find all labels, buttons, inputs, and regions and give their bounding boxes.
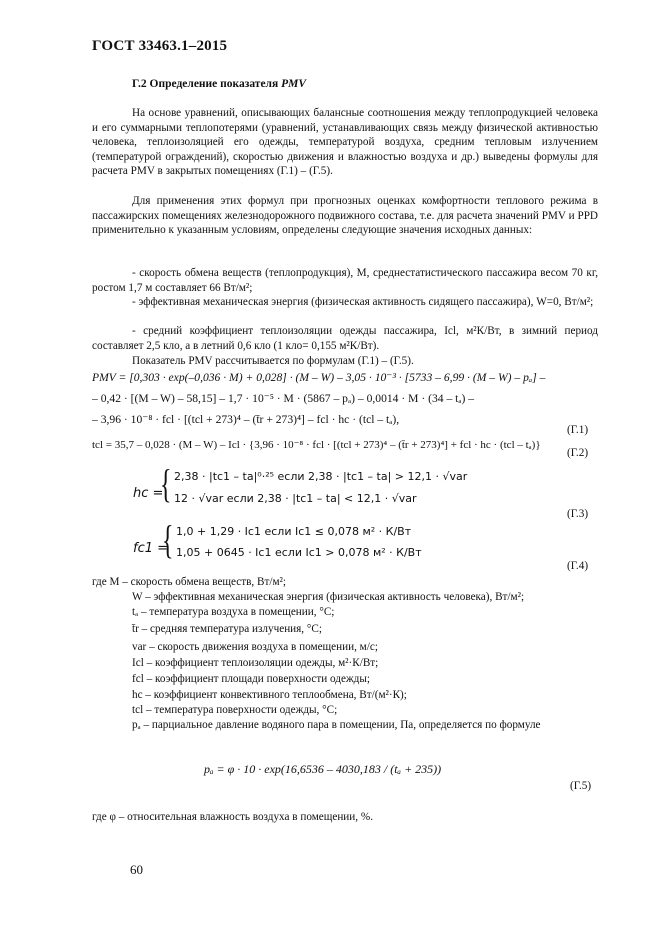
paragraph-application: Для применения этих формул при прогнозных оценках комфортности теплового режима в пассажирских помещениях железнодорожного подвижного состава, т.е. для расчета значений PMV и PPD применительно к указанным условиям, определены следующие значения исходных данных: [92,195,598,237]
equation-hc-case2: 12 · √var если 2,38 · |tc1 – ta| < 12,1 · √var [174,492,417,505]
where-clothing-surface-temp: tcl – температура поверхности одежды, °С; [132,704,338,716]
equation-fcl-label: fc1 = [133,541,169,556]
where-convective: hc – коэффициент конвективного теплообмена, Вт/(м²·К); [132,689,407,701]
equation-number-g4: (Г.4) [567,560,589,572]
page-number: 60 [130,862,143,877]
list-item-clothing: - средний коэффициент теплоизоляции одежды пассажира, Icl, м²К/Вт, в зимний период составляет 2,5 кло, а в летний 0,6 кло (1 кло= 0,155 м²К/Вт). [92,325,598,352]
where-humidity: где φ – относительная влажность воздуха в помещении, %. [92,811,373,823]
list-item-metabolic: - скорость обмена веществ (теплопродукция), M, среднестатистического пассажира весом 70 кг, ростом 1,7 м составляет 66 Вт/м²; [92,267,598,294]
where-clothing-insulation: Icl – коэффициент теплоизоляции одежды, м²·К/Вт; [132,657,379,669]
where-metabolic: где M – скорость обмена веществ, Вт/м²; [92,576,287,588]
list-item-mechanical: - эффективная механическая энергия (физическая активность сидящего пассажира), W=0, Вт/м²; [132,296,594,308]
where-clothing-area: fcl – коэффициент площади поверхности одежды; [132,673,370,685]
where-air-velocity: var – скорость движения воздуха в помещении, м/с; [132,641,378,653]
section-title: Г.2 Определение показателя PMV [132,78,307,90]
paragraph-intro: На основе уравнений, описывающих балансные соотношения между теплопродукцией человека и его суммарными теплопотерями (уравнений, устанавливающих связь между физической активностью человека, теплоизоляцией его одежды, температурой воздуха, средним тепловым излучением (температурой ограждений), скоростью движения и влажностью воздуха и др.) выведены формулы для расчета PMV в закрытых помещениях (Г.1) – (Г.5). [92,107,598,178]
equation-number-g5: (Г.5) [570,780,592,792]
equation-pmv-line3: – 3,96 · 10⁻⁸ · fcl · [(tcl + 273)⁴ – (t̄r + 273)⁴] – fcl · hc · (tcl – tₐ), [92,413,400,426]
equation-number-g3: (Г.3) [567,508,589,520]
equation-tcl: tcl = 35,7 – 0,028 · (M – W) – Icl · {3,96 · 10⁻⁸ · fcl · [(tcl + 273)⁴ – (t̄r + 273)⁴] + fcl · hc · (tcl – tₐ)} [92,439,541,451]
brace-fcl: { [162,517,174,562]
equation-pmv-line2: – 0,42 · [(M – W) – 58,15] – 1,7 · 10⁻⁵ · M · (5867 – pₐ) – 0,0014 · M · (34 – tₐ) – [92,392,475,405]
brace-hc: { [160,461,172,506]
equation-number-g2: (Г.2) [567,447,589,459]
equation-pa: pₐ = φ · 10 · exp(16,6536 – 4030,183 / (tₐ + 235)) [204,762,442,776]
where-vapour-pressure: pₐ – парциальное давление водяного пара в помещении, Па, определяется по формуле [132,719,541,731]
equation-fcl-case1: 1,0 + 1,29 · Ic1 если Ic1 ≤ 0,078 м² · К/Вт [176,525,412,538]
equation-number-g1: (Г.1) [567,424,589,436]
equation-hc-label: hc = [133,486,164,501]
equation-pmv-line1: PMV = [0,303 · exp(–0,036 · M) + 0,028] · (M – W) – 3,05 · 10⁻³ · [5733 – 6,99 · (M – W) – pₐ] – [92,371,546,384]
equation-fcl-case2: 1,05 + 0645 · Ic1 если Ic1 > 0,078 м² · К/Вт [176,546,422,559]
paragraph-pmv-calc: Показатель PMV рассчитывается по формулам (Г.1) – (Г.5). [132,355,414,367]
where-radiant-temp: t̄r – средняя температура излучения, °С; [132,623,322,635]
where-air-temp: tₐ – температура воздуха в помещении, °С; [132,606,335,618]
equation-hc-case1: 2,38 · |tc1 – ta|⁰·²⁵ если 2,38 · |tc1 – ta| > 12,1 · √var [174,470,468,483]
where-mechanical: W – эффективная механическая энергия (физическая активность человека), Вт/м²; [132,591,525,603]
standard-header: ГОСТ 33463.1–2015 [92,38,228,54]
